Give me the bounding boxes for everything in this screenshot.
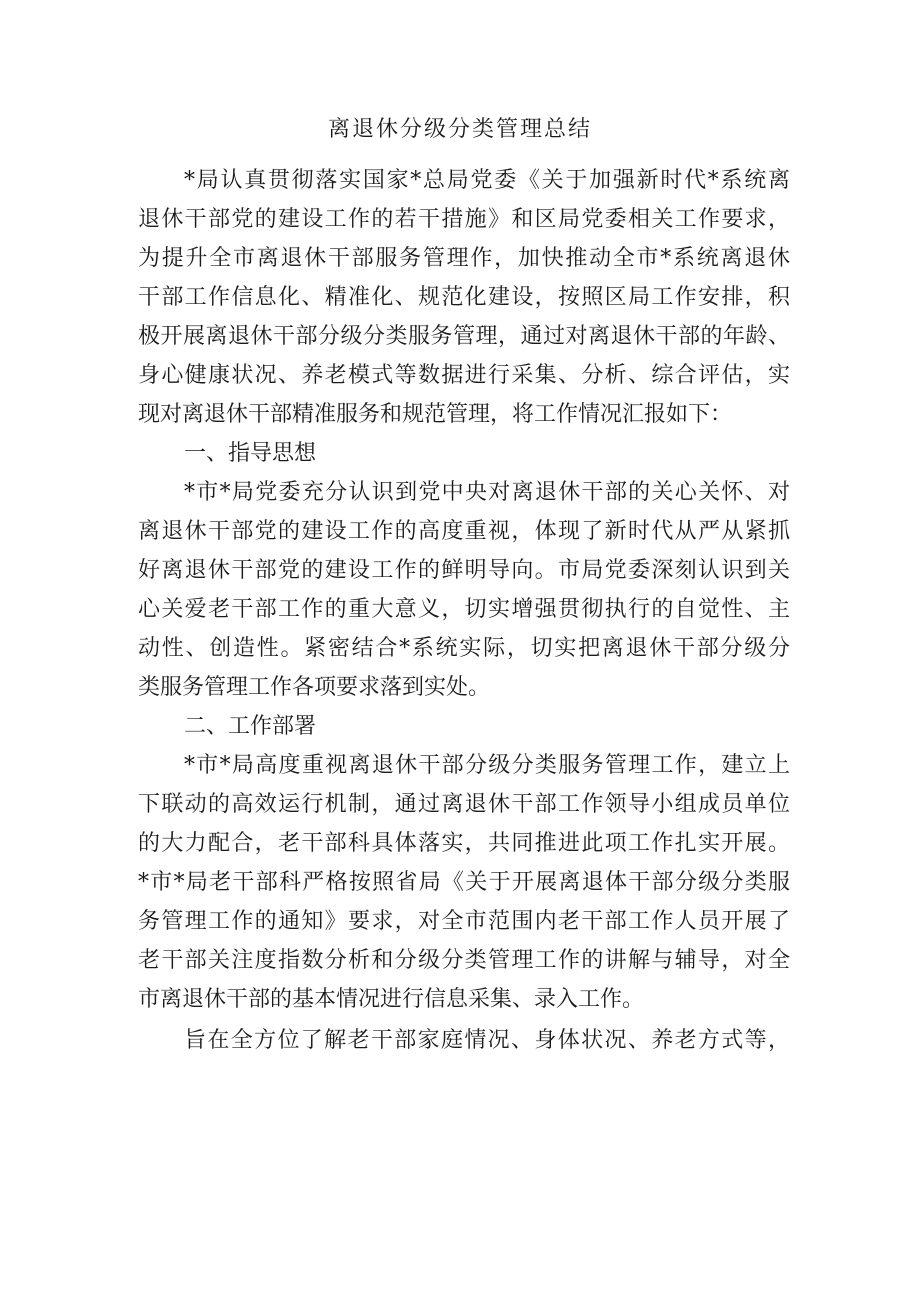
paragraph-2-line-3: 好离退休干部党的建设工作的鲜明导向。市局党委深刻认识到关 — [138, 558, 790, 583]
paragraph-3-line-6: 老干部关注度指数分析和分级分类管理工作的讲解与辅导，对全 — [138, 948, 790, 973]
paragraph-2-line-1: *市*局党委充分认识到党中央对离退休干部的关心关怀、对 — [184, 480, 790, 505]
paragraph-3-line-2: 下联动的高效运行机制，通过离退休干部工作领导小组成员单位 — [138, 792, 790, 817]
paragraph-1-line-3: 为提升全市离退休干部服务管理作，加快推动全市*系统离退休 — [138, 246, 790, 271]
paragraph-3-line-7: 市离退休干部的基本情况进行信息采集、录入工作。 — [138, 987, 645, 1012]
paragraph-2-line-2: 离退休干部党的建设工作的高度重视，体现了新时代从严从紧抓 — [138, 519, 790, 544]
paragraph-2-line-5: 动性、创造性。紧密结合*系统实际，切实把离退休干部分级分 — [138, 636, 790, 661]
paragraph-1-line-6: 身心健康状况、养老模式等数据进行采集、分析、综合评估，实 — [138, 363, 790, 388]
paragraph-1-line-1: *局认真贯彻落实国家*总局党委《关于加强新时代*系统离 — [184, 168, 790, 193]
paragraph-3-line-4: *市*局老干部科严格按照省局《关于开展离退体干部分级分类服 — [138, 870, 790, 895]
section-heading-1: 一、指导思想 — [184, 441, 317, 466]
paragraph-1-line-5: 极开展离退休干部分级分类服务管理，通过对离退休干部的年龄、 — [138, 324, 790, 349]
paragraph-4-line-1: 旨在全方位了解老干部家庭情况、身体状况、养老方式等， — [184, 1028, 790, 1053]
section-heading-2: 二、工作部署 — [184, 714, 317, 739]
document-title: 离退休分级分类管理总结 — [327, 117, 592, 142]
paragraph-2-line-4: 心关爱老干部工作的重大意义，切实增强贯彻执行的自觉性、主 — [138, 597, 790, 622]
paragraph-2-line-6: 类服务管理工作各项要求落到实处。 — [138, 675, 491, 700]
paragraph-1-line-7: 现对离退休干部精准服务和规范管理，将工作情况汇报如下： — [138, 402, 733, 427]
paragraph-1-line-2: 退休干部党的建设工作的若干措施》和区局党委相关工作要求， — [138, 207, 790, 232]
paragraph-3-line-5: 务管理工作的通知》要求，对全市范围内老干部工作人员开展了 — [138, 909, 790, 934]
paragraph-1-line-4: 干部工作信息化、精准化、规范化建设，按照区局工作安排，积 — [138, 285, 790, 310]
paragraph-3-line-1: *市*局高度重视离退休干部分级分类服务管理工作，建立上 — [184, 753, 790, 778]
paragraph-3-line-3: 的大力配合，老干部科具体落实，共同推进此项工作扎实开展。 — [138, 831, 790, 856]
